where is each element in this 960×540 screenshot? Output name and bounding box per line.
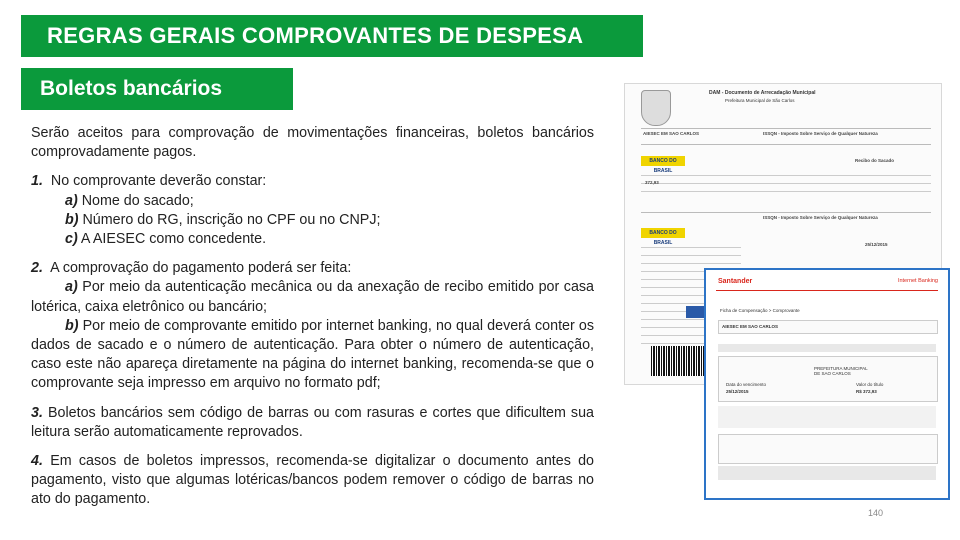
dam-service: ISSQN - Imposto Sobre Serviço de Qualquer Natureza <box>763 131 878 136</box>
santander-receipt-image <box>704 268 950 500</box>
recibo-label: Recibo do Sacado <box>855 158 895 163</box>
page-number: 140 <box>868 508 884 518</box>
bank-logo-1: BANCO DO BRASIL <box>641 156 685 166</box>
item-3-text: Boletos bancários sem código de barras ou com rasuras e cortes que dificultem sua leitura serão automaticamente reprovados. <box>31 404 594 440</box>
item-2-text: A comprovação do pagamento poderá ser feita: <box>50 260 352 277</box>
item-1-b: b) Número do RG, inscrição no CPF ou no CNPJ; <box>65 211 381 228</box>
value-amount: R$ 372,93 <box>856 389 877 394</box>
dam-due-date: 25/12/2015 <box>865 242 888 247</box>
city-crest-icon <box>641 90 671 126</box>
due-date-value: 25/12/2015 <box>726 389 749 394</box>
value-label: Valor do título <box>856 382 884 387</box>
item-2-b: b) Por meio de comprovante emitido por internet banking, no qual deverá conter os dados de sacado e o número de autenticação. Para obter o número de autenticação, caso este não apareça diretamente na página do internet banking, recomenda-se que o comprovante seja impresso em arquivo no formato pdf; <box>31 317 594 392</box>
item-4-text: Em casos de boletos impressos, recomenda-se digitalizar o documento antes do pagamento, visto que algumas lotéricas/bancos podem remover o código de barras no ato do pagamento. <box>31 453 594 508</box>
receipt-payer: AIESEC EM SAO CARLOS <box>722 324 779 329</box>
barcode-image <box>651 346 707 376</box>
page-title-text: REGRAS GERAIS COMPROVANTES DE DESPESA <box>47 23 584 48</box>
item-1-text: No comprovante deverão constar: <box>50 173 267 190</box>
dam-service-2: ISSQN - Imposto Sobre Serviço de Qualquer Natureza <box>763 215 878 220</box>
section-title <box>21 68 293 110</box>
item-1-c: c) A AIESEC como concedente. <box>65 231 267 248</box>
dam-subheader: Prefeitura Municipal de São Carlos <box>725 98 795 103</box>
item-1-number: 1. <box>31 173 43 190</box>
due-date-label: Data do vencimento <box>726 382 767 387</box>
item-3-number: 3. <box>31 404 43 421</box>
item-3 <box>31 404 594 442</box>
item-4 <box>31 452 594 510</box>
item-2 <box>31 259 594 393</box>
item-2-a: a) Por meio da autenticação mecânica ou da anexação de recibo emitido por casa lotérica, caixa eletrônico ou bancário; <box>31 279 594 315</box>
dam-header: DAM - Documento de Arrecadação Municipal <box>709 90 816 96</box>
internet-banking-label: Internet Banking <box>897 278 938 284</box>
dam-amount: 372,93 <box>645 180 659 185</box>
dam-payer: AIESEC EM SAO CARLOS <box>643 131 700 136</box>
santander-logo: Santander <box>718 278 753 285</box>
section-title-text: Boletos bancários <box>40 77 223 100</box>
rules-text <box>31 124 594 520</box>
receipt-title: Ficha de Compensação > Comprovante <box>720 308 800 313</box>
intro-paragraph: Serão aceitos para comprovação de movimentações financeiras, boletos bancários comprovadamente pagos. <box>31 125 594 161</box>
page-title <box>21 15 643 57</box>
bank-logo-2: BANCO DO BRASIL <box>641 228 685 238</box>
item-4-number: 4. <box>31 453 43 470</box>
receipt-beneficiary: PREFEITURA MUNICIPAL DE SAO CARLOS <box>814 366 868 376</box>
item-1-a: a) Nome do sacado; <box>65 192 194 209</box>
item-1 <box>31 172 594 249</box>
item-2-number: 2. <box>31 260 43 277</box>
